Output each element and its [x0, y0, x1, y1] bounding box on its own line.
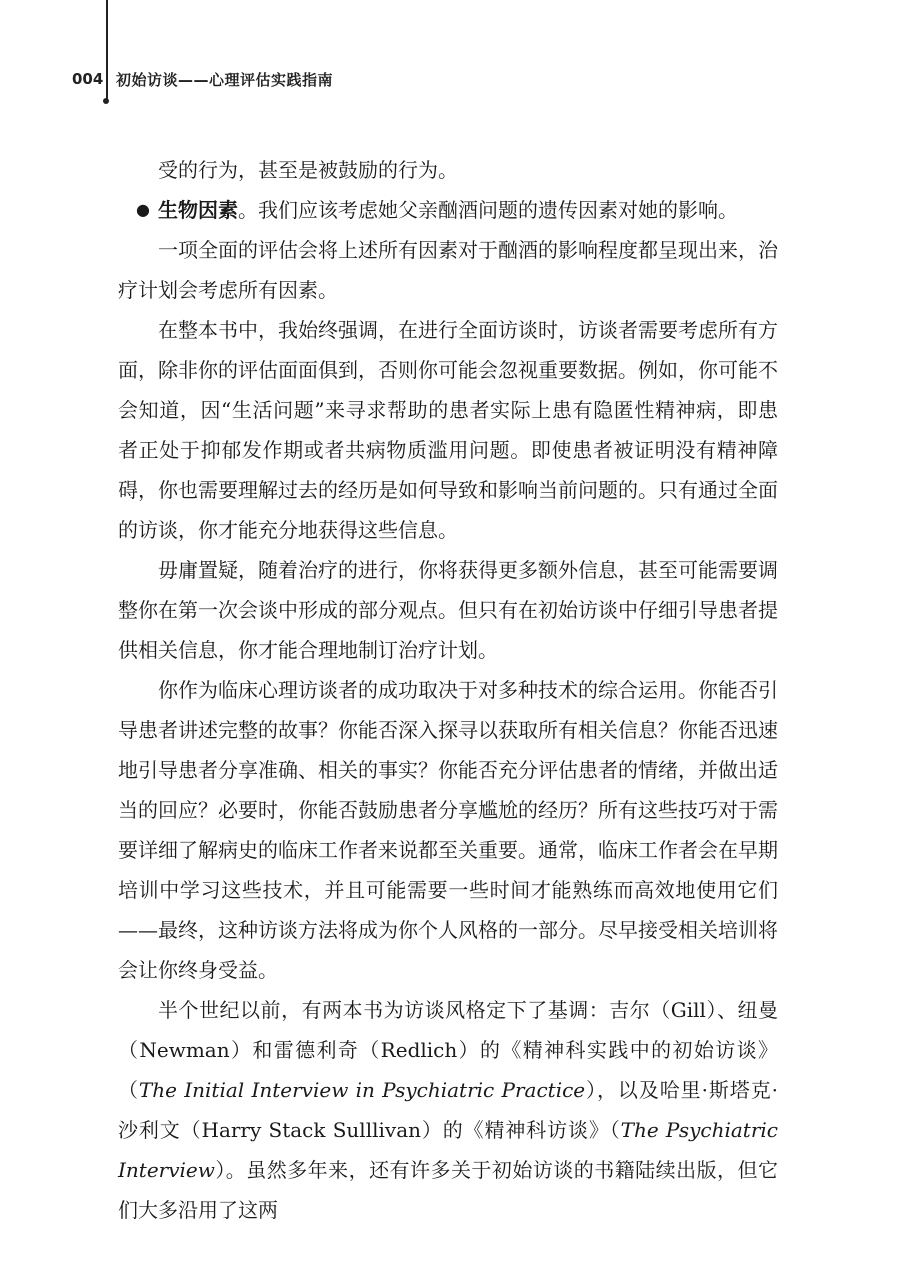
continuation-text: 受的行为，甚至是被鼓励的行为。 [158, 158, 458, 182]
running-title: 初始访谈——心理评估实践指南 [116, 71, 334, 89]
paragraph-3: 毋庸置疑，随着治疗的进行，你将获得更多额外信息，甚至可能需要调整你在第一次会谈中形成的部分观点。但只有在初始访谈中仔细引导患者提供相关信息，你才能合理地制订治疗计划。 [118, 558, 778, 662]
paragraph-5 [118, 990, 778, 1230]
paragraph-5-part3: ）。虽然多年来，还有许多关于初始访谈的书籍陆续出版，但它们大多沿用了这两 [118, 1158, 778, 1222]
bullet-text: 。我们应该考虑她父亲酗酒问题的遗传因素对她的影响。 [238, 198, 738, 222]
paragraph-2: 在整本书中，我始终强调，在进行全面访谈时，访谈者需要考虑所有方面，除非你的评估面面俱到，否则你可能会忽视重要数据。例如，你可能不会知道，因“生活问题”来寻求帮助的患者实际上患有隐匿性精神病，即患者正处于抑郁发作期或者共病物质滥用问题。即使患者被证明没有精神障碍，你也需要理解过去的经历是如何导致和影响当前问题的。只有通过全面的访谈，你才能充分地获得这些信息。 [118, 318, 778, 542]
bullet-term: 生物因素 [158, 198, 238, 222]
book-title-psychiatric-interview: The Psychiatric Interview [118, 1118, 778, 1182]
book-title-initial-interview: The Initial Interview in Psychiatric Practice [138, 1078, 586, 1102]
margin-rule [106, 0, 108, 100]
margin-rule-dot [103, 98, 109, 104]
paragraph-4: 你作为临床心理访谈者的成功取决于对多种技术的综合运用。你能否引导患者讲述完整的故事？你能否深入探寻以获取所有相关信息？你能否迅速地引导患者分享准确、相关的事实？你能否充分评估患者的情绪，并做出适当的回应？必要时，你能否鼓励患者分享尴尬的经历？所有这些技巧对于需要详细了解病史的临床工作者来说都至关重要。通常，临床工作者会在早期培训中学习这些技术，并且可能需要一些时间才能熟练而高效地使用它们——最终，这种访谈方法将成为你个人风格的一部分。尽早接受相关培训将会让你终身受益。 [118, 678, 778, 982]
paragraph-5-part1: 半个世纪以前，有两本书为访谈风格定下了基调：吉尔（Gill）、纽曼（Newman）和雷德利奇（Redlich）的《精神科实践中的初始访谈》（ [118, 998, 778, 1102]
page-number: 004 [72, 70, 104, 88]
bullet-icon: ● [136, 200, 150, 219]
paragraph-5-part2: ），以及哈里·斯塔克·沙利文（Harry Stack Sulllivan）的《精神科访谈》（ [118, 1078, 778, 1142]
page-body [118, 150, 778, 1230]
paragraph-1: 一项全面的评估会将上述所有因素对于酗酒的影响程度都呈现出来，治疗计划会考虑所有因素。 [118, 238, 778, 302]
bullet-item-biological [118, 190, 778, 230]
